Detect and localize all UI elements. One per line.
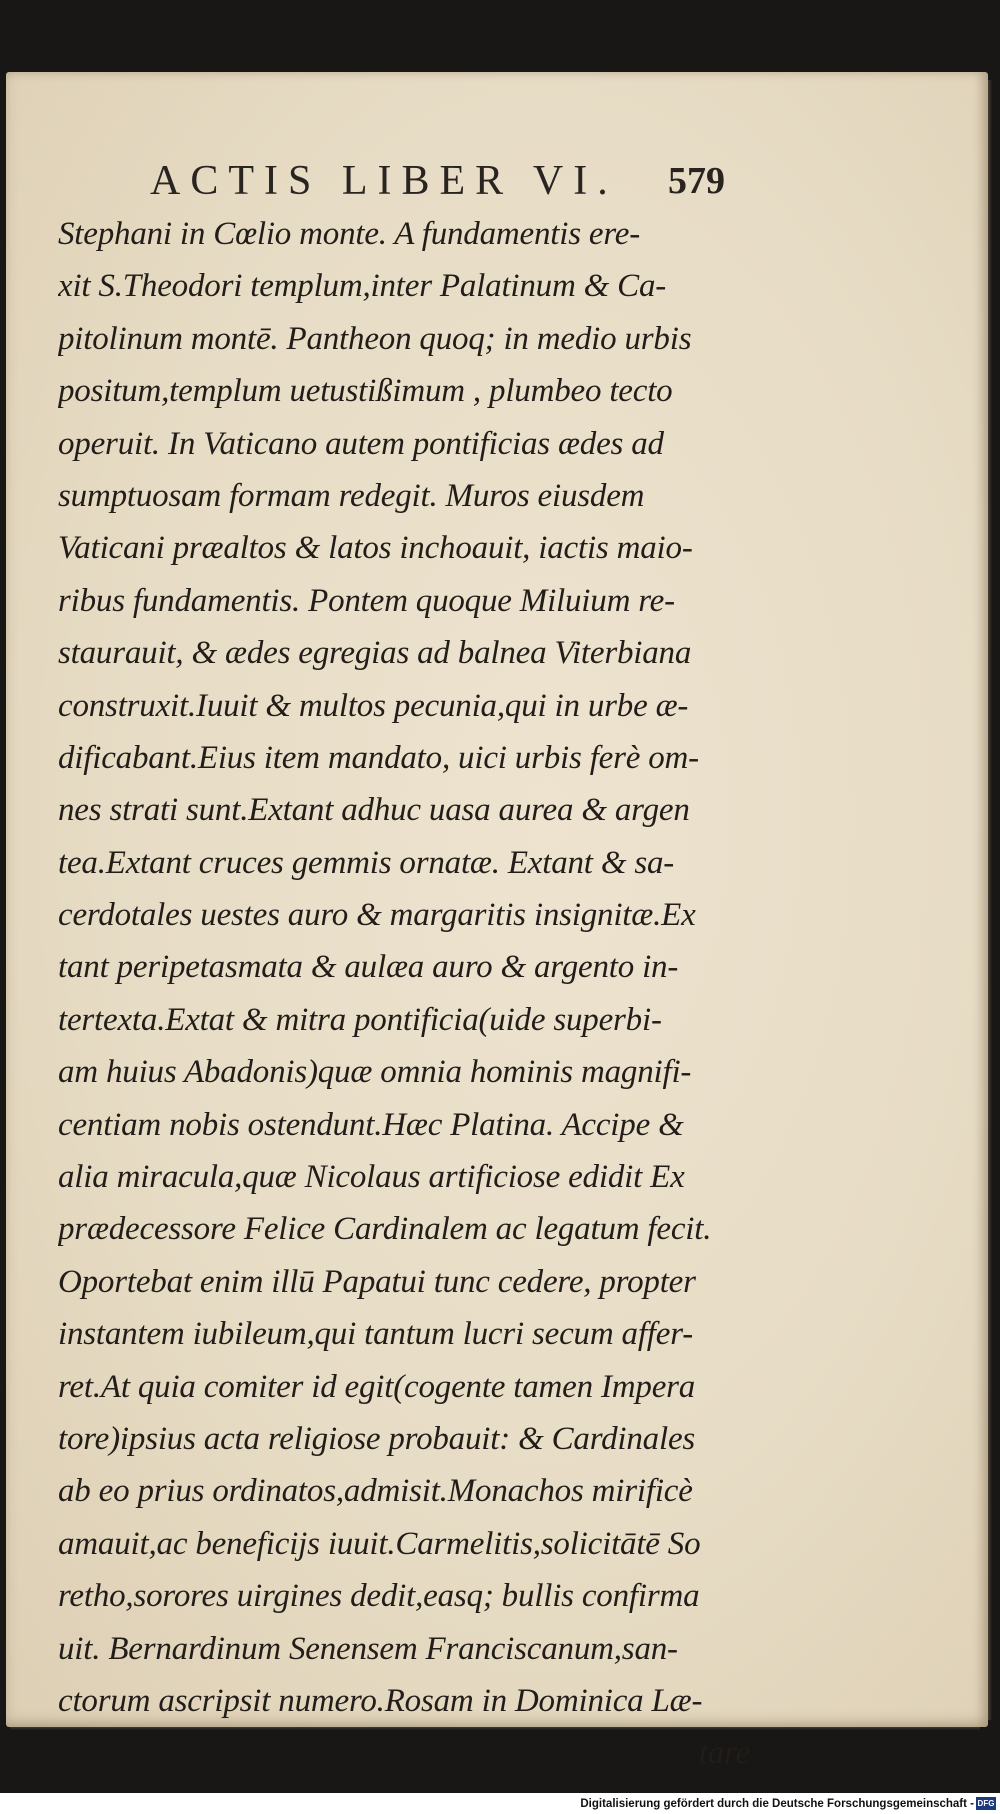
text-line: nes strati sunt.Extant adhuc uasa aurea & argen xyxy=(58,792,690,829)
text-line: Vaticani præaltos & latos inchoauit, iactis maio- xyxy=(58,530,693,567)
dfg-logo-icon: DFG xyxy=(977,1799,995,1808)
text-line: sumptuosam formam redegit. Muros eiusdem xyxy=(58,477,645,514)
text-line: ret.At quia comiter id egit(cogente tamen Impera xyxy=(58,1368,696,1405)
text-line: tore)ipsius acta religiose probauit: & Cardinales xyxy=(58,1420,696,1457)
text-line: cerdotales uestes auro & margaritis insignitæ.Ex xyxy=(58,897,696,934)
text-line: tea.Extant cruces gemmis ornatæ. Extant & sa- xyxy=(58,844,675,881)
running-header: ACTIS LIBER VI. xyxy=(150,158,618,204)
text-line: ctorum ascripsit numero.Rosam in Dominica Læ- xyxy=(58,1682,703,1719)
page-number: 579 xyxy=(668,160,725,202)
text-line: uit. Bernardinum Senensem Franciscanum,san- xyxy=(58,1630,678,1667)
text-line: operuit. In Vaticano autem pontificias ædes ad xyxy=(58,425,664,462)
text-line: alia miracula,quæ Nicolaus artificiose edidit Ex xyxy=(58,1159,685,1196)
text-line: pitolinum montē. Pantheon quoq; in medio urbis xyxy=(58,320,692,357)
text-line: prædecessore Felice Cardinalem ac legatum fecit. xyxy=(58,1211,712,1248)
text-line: Stephani in Cœlio monte. A fundamentis ere- xyxy=(58,216,641,252)
text-line: xit S.Theodori templum,inter Palatinum & Ca- xyxy=(58,268,667,305)
text-line: centiam nobis ostendunt.Hæc Platina. Accipe & xyxy=(58,1106,684,1143)
text-line: positum,templum uetustißimum , plumbeo tecto xyxy=(58,373,673,410)
text-line: ribus fundamentis. Pontem quoque Miluium re- xyxy=(58,582,675,619)
text-line: instantem iubileum,qui tantum lucri secum affer- xyxy=(58,1316,693,1353)
text-line: Oportebat enim illū Papatui tunc cedere, propter xyxy=(58,1263,696,1300)
footer-credit: Digitalisierung gefördert durch die Deutsche Forschungsgemeinschaft - xyxy=(580,1798,974,1810)
body-text xyxy=(58,208,758,1780)
text-line: tant peripetasmata & aulæa auro & argento in- xyxy=(58,949,679,986)
text-line: tertexta.Extat & mitra pontificia(uide superbi- xyxy=(58,1001,662,1038)
text-line: retho,sorores uirgines dedit,easq; bullis confirma xyxy=(58,1578,700,1615)
text-line: construxit.Iuuit & multos pecunia,qui in urbe æ- xyxy=(58,687,689,724)
text-line: staurauit, & ædes egregias ad balnea Viterbiana xyxy=(58,635,692,672)
text-line: am huius Abadonis)quæ omnia hominis magnifi- xyxy=(58,1054,692,1091)
text-line: ab eo prius ordinatos,admisit.Monachos mirificè xyxy=(58,1473,693,1510)
text-line: dificabant.Eius item mandato, uici urbis ferè om- xyxy=(58,739,699,776)
text-line: tare xyxy=(698,1735,750,1772)
text-line: amauit,ac beneficijs iuuit.Carmelitis,solicitātē So xyxy=(58,1525,701,1562)
